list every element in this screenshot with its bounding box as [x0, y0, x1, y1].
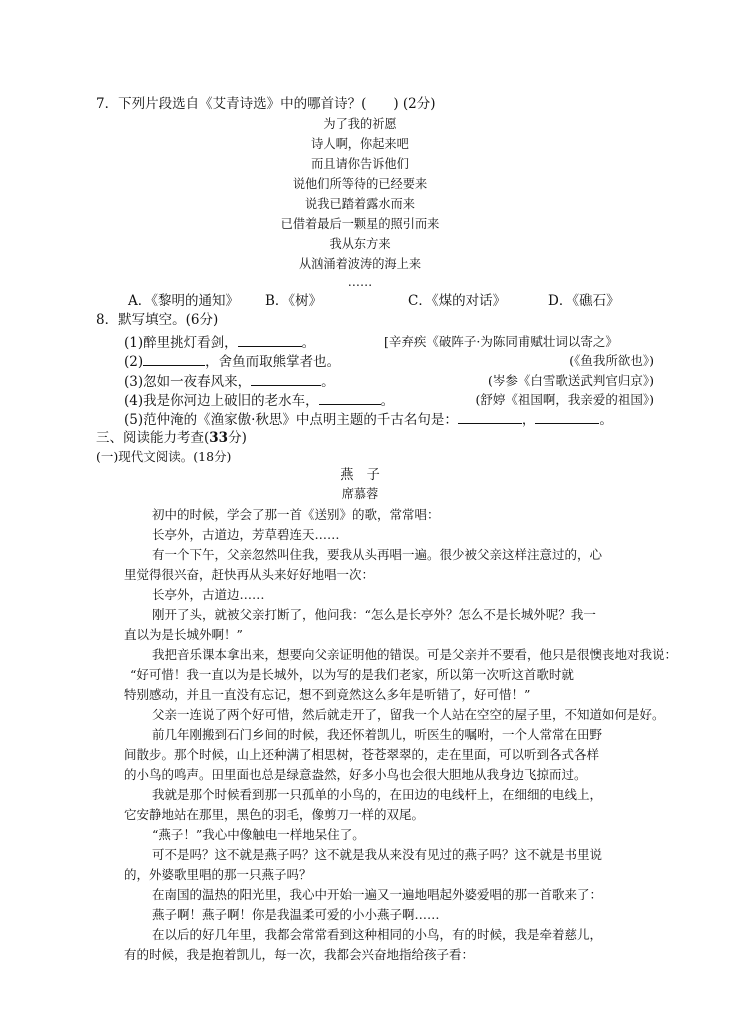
article-line: 燕子啊！燕子啊！你是我温柔可爱的小小燕子啊…… [152, 907, 440, 922]
q7-stem: 7．下列片段选自《艾青诗选》中的哪首诗？( ) (2分) [96, 96, 436, 112]
article-line: 长亭外，古道边，芳草碧连天…… [152, 527, 340, 542]
option-b: B．《树》 [265, 293, 323, 309]
answer-blank[interactable] [535, 409, 599, 424]
answer-blank[interactable] [143, 351, 205, 366]
article-line: 初中的时候，学会了那一首《送别》的歌，常常唱： [152, 507, 440, 522]
article-line: 长亭外，古道边…… [152, 587, 265, 602]
article-title: 燕 子 [340, 467, 380, 483]
article-line: 的，外婆歌里唱的那一只燕子吗？ [124, 867, 312, 882]
article-line: 我把音乐课本拿出来，想要向父亲证明他的错误。可是父亲并不要看，他只是很懊丧地对我说： [152, 647, 678, 662]
article-line: 刚开了头，就被父亲打断了，他问我：“怎么是长亭外？怎么不是长城外呢？我一 [152, 607, 596, 622]
answer-blank[interactable] [319, 390, 381, 405]
poem-line: 为了我的祈愿 [323, 116, 397, 131]
fill-item-2: (2) ，舍鱼而取熊掌者也。 [124, 351, 340, 371]
article-line: “好可惜！我一直以为是长城外，以为写的是我们老家，所以第一次听这首歌时就 [130, 667, 574, 682]
fill-item-4: (4)我是你河边上破旧的老水车， 。 [124, 390, 394, 410]
article-line: 在以后的好几年里，我都会常常看到这种相同的小鸟，有的时候，我是牵着慈儿， [152, 927, 603, 942]
subsection-heading: (一)现代文阅读。(18分) [96, 449, 232, 464]
fill-item-5: (5)范仲淹的《渔家傲·秋思》中点明主题的千古名句是： ， 。 [124, 409, 613, 429]
answer-blank[interactable] [251, 371, 321, 386]
option-a: A．《黎明的通知》 [128, 293, 239, 309]
article-line: 可不是吗？这不就是燕子吗？这不就是我从来没有见过的燕子吗？这不就是书里说 [152, 847, 603, 862]
article-line: 的小鸟的鸣声。田里面也总是绿意盎然，好多小鸟也会很大胆地从我身边飞掠而过。 [124, 767, 587, 782]
poem-line: 而且请你告诉他们 [311, 156, 409, 171]
source-citation: (岑参《白雪歌送武判官归京》) [487, 373, 654, 388]
option-c: C．《煤的对话》 [408, 293, 507, 309]
answer-blank[interactable] [458, 409, 522, 424]
poem-line: 说我已踏着露水而来 [305, 196, 415, 211]
article-line: 有一个下午，父亲忽然叫住我，要我从头再唱一遍。很少被父亲这样注意过的，心 [152, 547, 603, 562]
poem-line: 我从东方来 [329, 236, 391, 251]
article-line: 里觉得很兴奋，赶快再从头来好好地唱一次： [124, 567, 375, 582]
poem-ellipsis: …… [347, 274, 373, 289]
fill-item-1: (1)醉里挑灯看剑， 。 [124, 332, 315, 352]
article-line: 有的时候，我是抱着凯儿，每一次，我都会兴奋地指给孩子看： [124, 947, 475, 962]
poem-line: 说他们所等待的已经要来 [292, 176, 428, 191]
poem-line: 已借着最后一颗星的照引而来 [280, 216, 440, 231]
article-author: 席慕蓉 [341, 486, 379, 501]
poem-line: 从汹涌着波涛的海上来 [298, 256, 422, 271]
article-line: 它安静地站在那里，黑色的羽毛，像剪刀一样的双尾。 [124, 807, 425, 822]
q8-stem: 8．默写填空。(6分) [96, 312, 219, 328]
article-line: 间散步。那个时候，山上还种满了相思树，苍苍翠翠的，走在里面，可以听到各式各样 [124, 747, 600, 762]
option-d: D．《礁石》 [548, 293, 620, 309]
article-line: 特别感动，并且一直没有忘记，想不到竟然这么多年是听错了，好可惜！” [124, 687, 531, 702]
source-citation: (《鱼我所欲也》) [569, 353, 654, 368]
answer-blank[interactable] [238, 332, 302, 347]
fill-item-3: (3)忽如一夜春风来， 。 [124, 371, 335, 391]
section-heading: 三、阅读能力考查(33分) [96, 430, 247, 446]
source-citation: [辛弃疾《破阵子·为陈同甫赋壮词以寄之》 [384, 334, 618, 349]
article-line: “燕子！”我心中像触电一样地呆住了。 [152, 827, 365, 842]
article-line: 在南国的温热的阳光里，我心中开始一遍又一遍地唱起外婆爱唱的那一首歌来了： [152, 887, 603, 902]
article-line: 我就是那个时候看到那一只孤单的小鸟的，在田边的电线杆上，在细细的电线上， [152, 787, 603, 802]
article-line: 父亲一连说了两个好可惜，然后就走开了，留我一个人站在空空的屋子里，不知道如何是好。 [152, 707, 665, 722]
poem-line: 诗人啊，你起来吧 [311, 136, 409, 151]
article-line: 直以为是长城外啊！” [124, 627, 243, 642]
source-citation: (舒婷《祖国啊，我亲爱的祖国》) [475, 392, 654, 407]
article-line: 前几年刚搬到石门乡间的时候，我还怀着凯儿，听医生的嘱咐，一个人常常在田野 [152, 727, 603, 742]
